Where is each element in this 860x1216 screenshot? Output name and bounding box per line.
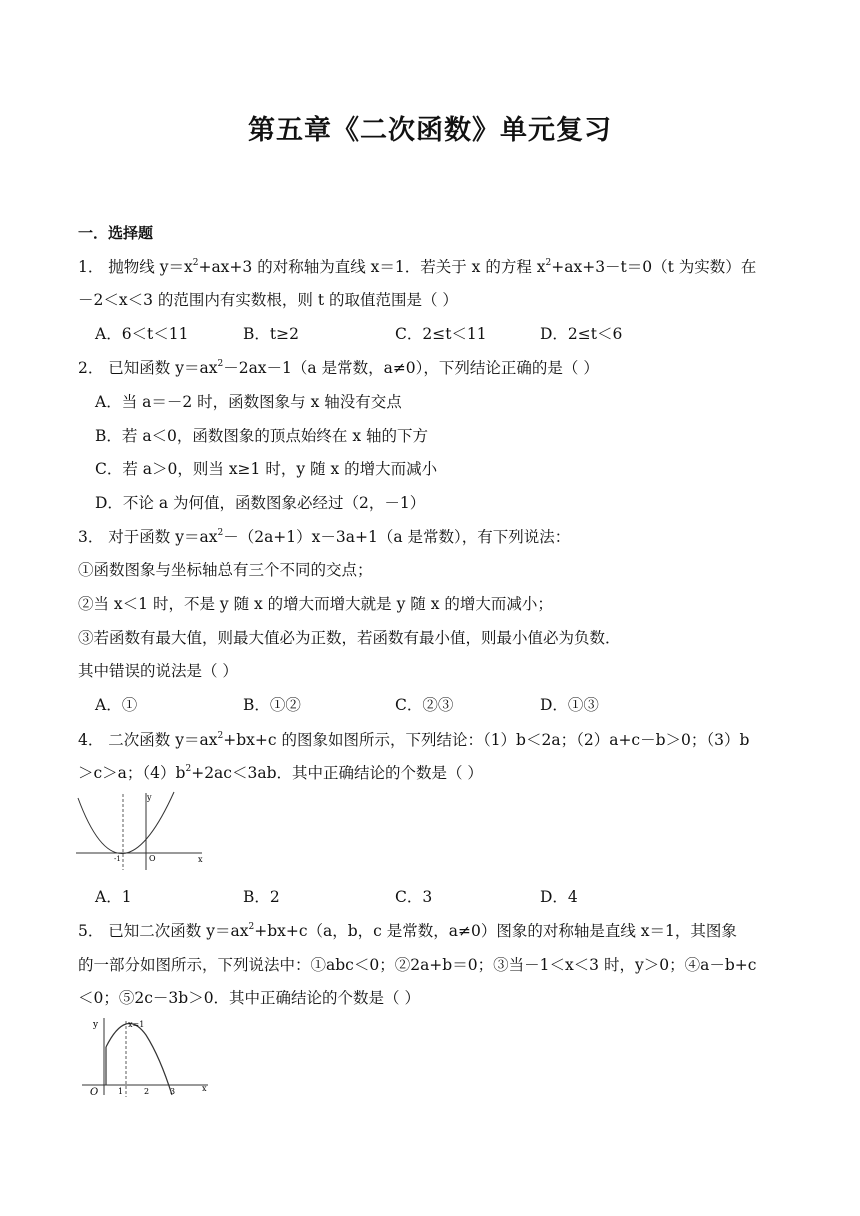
q5-x-label: x [202, 1084, 207, 1093]
q4-tick-minus-one: -1 [114, 855, 121, 863]
q1-option-c[interactable]: C．2≤t＜11 [395, 325, 487, 343]
q5-tick-2: 2 [144, 1087, 150, 1096]
question-1-line-1: 1． 抛物线 $y=x^2+ax+3$ 的对称轴为直线 x＝1．若关于 x 的方程 $x^2+ax+3-t=0(t$ 为实数）在 [78, 258, 757, 276]
q3-statement-3: ③若函数有最大值，则最大值必为正数，若函数有最小值，则最小值必为负数． [78, 629, 621, 647]
q1-option-b[interactable]: B．t≥2 [243, 325, 299, 343]
question-1-line-2: －2＜x＜3 的范围内有实数根，则 t 的取值范围是（ ） [78, 291, 458, 309]
q3-option-c[interactable]: C．②③ [395, 696, 454, 714]
q4-option-b[interactable]: B．2 [243, 888, 280, 906]
section-heading: 一．选择题 [78, 224, 154, 242]
q4-option-d[interactable]: D．4 [540, 888, 578, 906]
q1-option-d[interactable]: D．2≤t＜6 [540, 325, 623, 343]
q4-option-a[interactable]: A．1 [95, 888, 132, 906]
question-2-stem: 2． 已知函数 $y=ax^2-2ax-1(a$ 是常数，a≠0），下列结论正确的是（ ） [78, 359, 599, 377]
q5-y-label: y [93, 1020, 99, 1030]
q3-statement-2: ②当 x＜1 时，不是 y 随 x 的增大而增大就是 y 随 x 的增大而减小； [78, 595, 553, 613]
q3-option-b[interactable]: B．①② [243, 696, 301, 714]
question-5-line-3: ＜0；⑤2c－3b＞0．其中正确结论的个数是（ ） [78, 989, 420, 1007]
question-5-line-1: 5． 已知二次函数 $y=ax^2+bx+c(a$，b，c 是常数，a≠0）图象的对称轴是直线 x＝1，其图象 [78, 922, 737, 940]
page-title: 第五章《二次函数》单元复习 [248, 115, 612, 146]
question-5-line-2: 的一部分如图所示，下列说法中：①abc＜0；②2a+b＝0；③当－1＜x＜3 时，y＞0；④a－b+c [78, 956, 757, 974]
q4-origin-label: O [149, 854, 156, 863]
q4-parabola-curve [78, 792, 174, 854]
q5-tick-3: 3 [170, 1087, 176, 1096]
q5-parabola-curve [106, 1023, 172, 1095]
q1-option-a[interactable]: A．6＜t＜11 [95, 325, 189, 343]
q5-tick-1: 1 [118, 1087, 124, 1096]
q4-parabola-figure [74, 790, 206, 872]
q3-ask: 其中错误的说法是（ ） [78, 662, 238, 680]
q2-option-d[interactable]: D．不论 a 为何值，函数图象必经过（2，－1） [95, 494, 426, 512]
q4-option-c[interactable]: C．3 [395, 888, 433, 906]
q2-option-a[interactable]: A．当 a＝－2 时，函数图象与 x 轴没有交点 [95, 393, 402, 411]
q4-y-label: y [147, 793, 152, 802]
q3-statement-1: ①函数图象与坐标轴总有三个不同的交点； [78, 561, 373, 579]
q5-parabola-figure [80, 1015, 212, 1099]
q3-option-a[interactable]: A．① [95, 696, 138, 714]
q5-symmetry-label: x=1 [128, 1020, 145, 1029]
question-3-stem: 3． 对于函数 $y=ax^2-(2a+1)x-3a+1(a$ 是常数），有下列说法： [78, 528, 571, 546]
q5-origin-label: O [90, 1087, 99, 1098]
q4-x-label: x [198, 855, 203, 864]
q3-option-d[interactable]: D．①③ [540, 696, 599, 714]
question-4-line-2: ＞c＞a；$(4)b^2+2ac<3ab$．其中正确结论的个数是（ ） [78, 764, 483, 782]
question-4-line-1: 4． 二次函数 $y=ax^2+bx+c$ 的图象如图所示，下列结论：（1）b＜2a；（2）a+c－b＞0；（3）b [78, 731, 750, 749]
q2-option-c[interactable]: C．若 a＞0，则当 x≥1 时，y 随 x 的增大而减小 [95, 460, 438, 478]
q2-option-b[interactable]: B．若 a＜0，函数图象的顶点始终在 x 轴的下方 [95, 427, 429, 445]
